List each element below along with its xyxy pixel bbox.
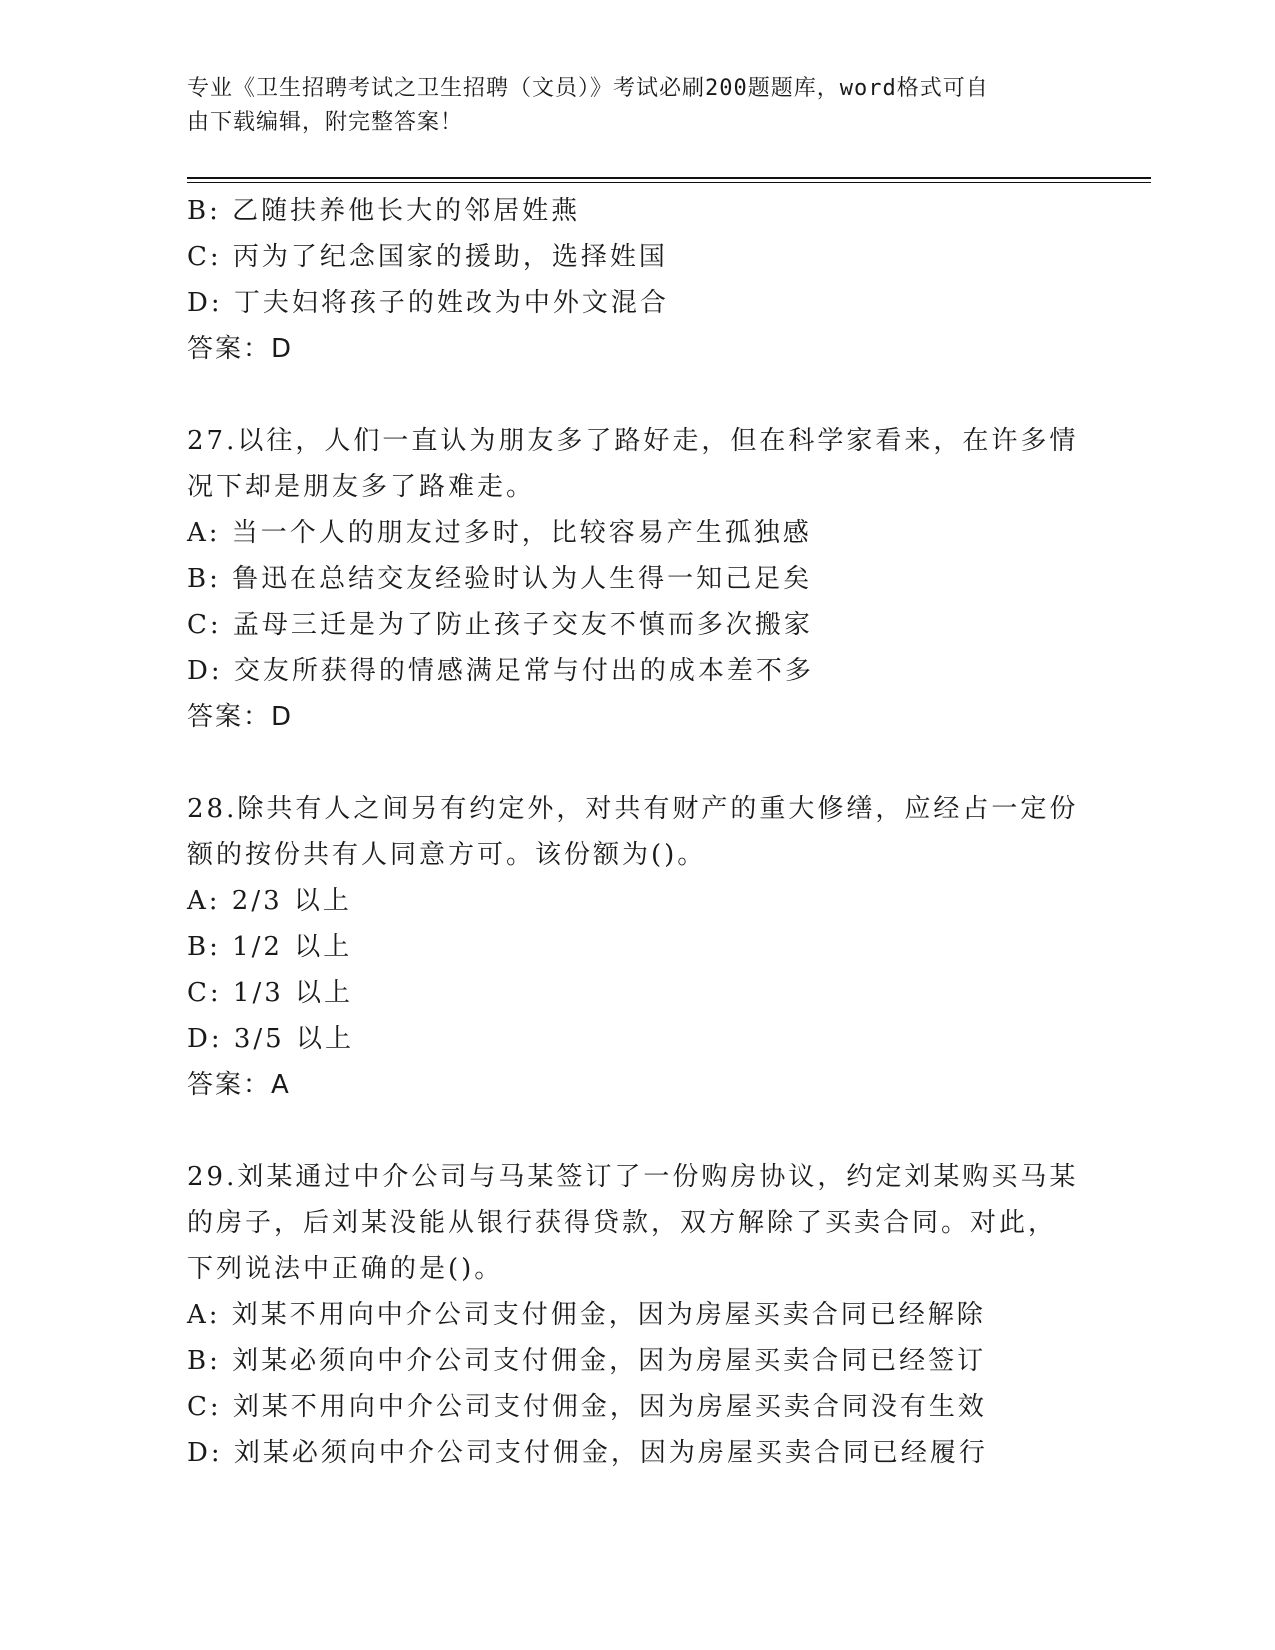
question-stem-line: 29.刘某通过中介公司与马某签订了一份购房协议，约定刘某购买马某 [187,1162,1079,1192]
answer-line: 答案：A [187,1070,291,1100]
option-a: A: 刘某不用向中介公司支付佣金，因为房屋买卖合同已经解除 [187,1300,986,1330]
option-a: A: 2/3 以上 [187,886,352,916]
question-27 [187,418,1087,740]
spacer [187,1108,1087,1154]
question-stem-line: 额的按份共有人同意方可。该份额为()。 [187,840,707,870]
question-29 [187,1154,1087,1476]
option-b: B: 鲁迅在总结交友经验时认为人生得一知己足矣 [187,564,813,594]
header-line-2: 由下载编辑，附完整答案！ [187,110,464,135]
header-divider-thin [187,182,1151,183]
question-26 [187,188,1087,372]
question-stem-line: 下列说法中正确的是()。 [187,1254,504,1284]
option-c: C: 1/3 以上 [187,978,354,1008]
question-28 [187,786,1087,1108]
option-c: C: 刘某不用向中介公司支付佣金，因为房屋买卖合同没有生效 [187,1392,987,1422]
document-header [187,72,1067,140]
answer-line: 答案：D [187,334,294,364]
option-b: B: 1/2 以上 [187,932,353,962]
option-d: D: 3/5 以上 [187,1024,354,1054]
option-d: D: 交友所获得的情感满足常与付出的成本差不多 [187,656,814,686]
option-c: C: 孟母三迁是为了防止孩子交友不慎而多次搬家 [187,610,813,640]
question-stem-line: 的房子，后刘某没能从银行获得贷款，双方解除了买卖合同。对此， [187,1208,1058,1238]
header-divider-thick [187,177,1151,179]
question-list [187,188,1087,1476]
spacer [187,372,1087,418]
answer-line: 答案：D [187,702,294,732]
option-d: D: 刘某必须向中介公司支付佣金，因为房屋买卖合同已经履行 [187,1438,988,1468]
option-d: D: 丁夫妇将孩子的姓改为中外文混合 [187,288,669,318]
option-c: C: 丙为了纪念国家的援助，选择姓国 [187,242,668,272]
option-b: B: 乙随扶养他长大的邻居姓燕 [187,196,581,226]
option-a: A: 当一个人的朋友过多时，比较容易产生孤独感 [187,518,812,548]
question-stem-line: 况下却是朋友多了路难走。 [187,472,536,502]
option-b: B: 刘某必须向中介公司支付佣金，因为房屋买卖合同已经签订 [187,1346,987,1376]
question-stem-line: 27.以往，人们一直认为朋友多了路好走，但在科学家看来，在许多情 [187,426,1079,456]
question-stem-line: 28.除共有人之间另有约定外，对共有财产的重大修缮，应经占一定份 [187,794,1079,824]
header-line-1: 专业《卫生招聘考试之卫生招聘（文员）》考试必刷200题题库，word格式可自 [187,76,989,101]
spacer [187,740,1087,786]
